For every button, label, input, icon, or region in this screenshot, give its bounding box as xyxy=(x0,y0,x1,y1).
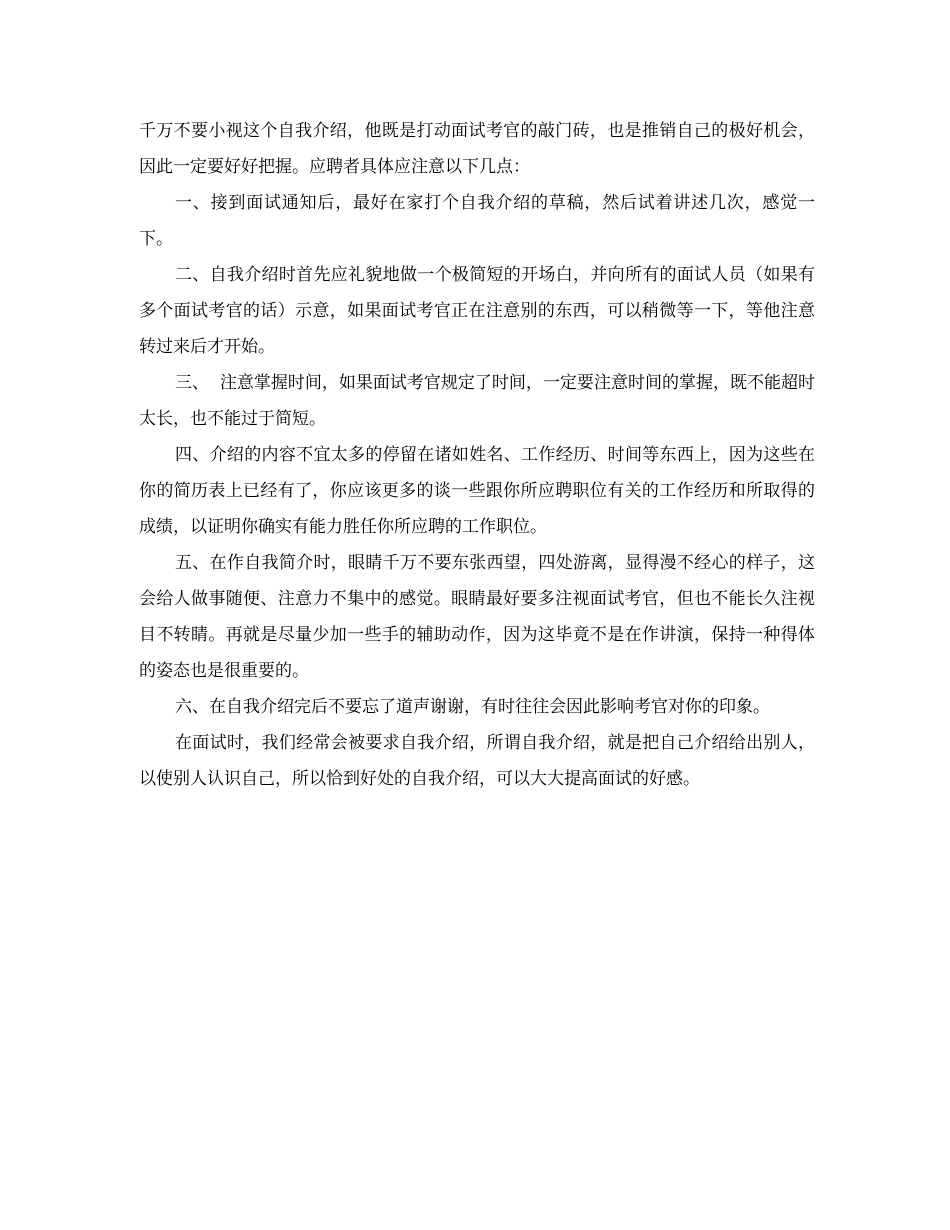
paragraph-point-5: 五、在作自我简介时，眼睛千万不要东张西望，四处游离，显得漫不经心的样子，这会给人做事随便、注意力不集中的感觉。眼睛最好要多注视面试考官，但也不能长久注视目不转睛。再就是尽量少加一些手的辅助动作，因为这毕竟不是在作讲演，保持一种得体的姿态也是很重要的。 xyxy=(139,553,815,681)
document-body xyxy=(139,113,815,797)
paragraph-point-4: 四、介绍的内容不宜太多的停留在诸如姓名、工作经历、时间等东西上，因为这些在你的简历表上已经有了，你应该更多的谈一些跟你所应聘职位有关的工作经历和所取得的成绩，以证明你确实有能力胜任你所应聘的工作职位。 xyxy=(139,445,815,537)
paragraph-point-2: 二、自我介绍时首先应礼貌地做一个极简短的开场白，并向所有的面试人员（如果有多个面试考官的话）示意，如果面试考官正在注意别的东西，可以稍微等一下，等他注意转过来后才开始。 xyxy=(139,265,815,357)
paragraph-intro: 千万不要小视这个自我介绍，他既是打动面试考官的敲门砖，也是推销自己的极好机会，因此一定要好好把握。应聘者具体应注意以下几点： xyxy=(139,121,815,177)
paragraph-point-3: 三、 注意掌握时间，如果面试考官规定了时间，一定要注意时间的掌握，既不能超时太长，也不能过于简短。 xyxy=(139,373,815,429)
paragraph-conclusion: 在面试时，我们经常会被要求自我介绍，所谓自我介绍，就是把自己介绍给出别人，以使别人认识自己，所以恰到好处的自我介绍，可以大大提高面试的好感。 xyxy=(139,733,815,789)
paragraph-point-1: 一、接到面试通知后，最好在家打个自我介绍的草稿，然后试着讲述几次，感觉一下。 xyxy=(139,193,815,249)
paragraph-point-6: 六、在自我介绍完后不要忘了道声谢谢，有时往往会因此影响考官对你的印象。 xyxy=(175,697,770,717)
